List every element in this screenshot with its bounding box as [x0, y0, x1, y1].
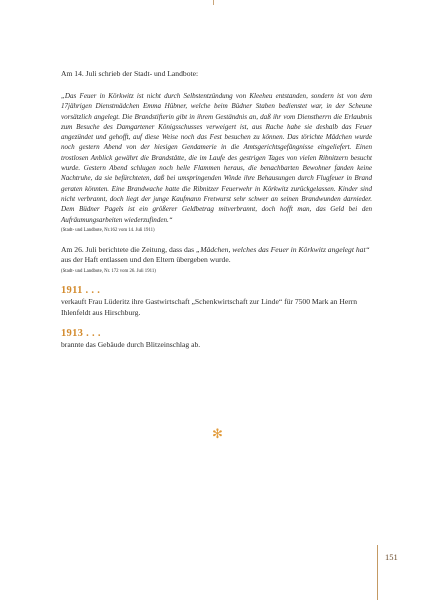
- timeline-entry: [61, 328, 372, 351]
- followup-quote: „Mädchen, welches das Feuer in Körkwitz angelegt hat“: [195, 244, 370, 254]
- page-number-rule: [377, 545, 378, 600]
- timeline-entry: [61, 285, 372, 318]
- followup-source: (Stadt- und Landbote, Nr. 172 vom 26. Juli 1911): [61, 269, 156, 275]
- quote-source: (Stadt- und Landbote, Nr.162 vom 14. Juli 1911): [61, 227, 155, 233]
- entry-year: 1911 . . .: [61, 285, 101, 297]
- followup-text-before: Am 26. Juli berichtete die Zeitung, dass das: [61, 244, 196, 254]
- page-number: 151: [385, 552, 398, 562]
- entry-text: verkauft Frau Lüderitz ihre Gastwirtschaft „Schenkwirtschaft zur Linde“ für 7500 Mark an Herrn Ihlenfeldt aus Hirschburg.: [61, 297, 358, 317]
- intro-paragraph: Am 14. Juli schrieb der Stadt- und Landbote:: [61, 69, 199, 78]
- top-crop-mark: [213, 0, 214, 5]
- entry-year: 1913 . . .: [61, 328, 101, 340]
- newspaper-quote: „Das Feuer in Körkwitz ist nicht durch Selbstentzündung von Kleeheu entstanden, sondern ist von dem 17jährigen Dienstmädchen Emma Hübner, welche beim Büdner Staben bedienstet war, in der Scheune vorsätzlich angelegt. Die Brandstifterin gibt in ihrem Geständnis an, daß ihr vom Dienstherrn die Erlaubnis zum Besuche des Damgartener Königsschusses verweigert ist, aus Rache habe sie deshalb das Feuer angezündet und gehofft, auf diese Weise noch das Fest besuchen zu können. Das törichte Mädchen wurde noch gestern Abend von der hiesigen Gendamerie in die Amtsgerichtsgefängnisse eingeliefert. Einen trostlosen Anblick gewährt die Brandstätte, die im Laufe des gestrigen Tages von vielen Ribnitzern besucht wurde. Gestern Abend schlugen noch helle Flammen heraus, die benachbarten Bewohner fanden keine Nachtruhe, da sie befürchteten, daß bei umspringenden Winde ihre Behausungen durch Flugfeuer in Brand geraten könnten. Eine Brandwache hatte die Ribnitzer Feuerwehr in Körkwitz zurückgelassen. Kinder sind nicht verbrannt, doch liegt der junge Kaufmann Fretwurst sehr schwer an seinen Brandwunden darnieder. Dem Büdner Pagels ist ein größerer Geldbetrag mitverbrannt, doch hofft man, das Geld bei den Aufräumungsarbeiten wiederzufinden.“: [61, 92, 372, 224]
- followup-paragraph: [61, 245, 372, 266]
- page-content: [61, 69, 372, 351]
- followup-text-after: aus der Haft entlassen und den Eltern übergeben wurde.: [61, 255, 231, 265]
- asterisk-ornament-icon: ✻: [212, 426, 223, 441]
- entry-text: brannte das Gebäude durch Blitzeinschlag ab.: [61, 340, 201, 350]
